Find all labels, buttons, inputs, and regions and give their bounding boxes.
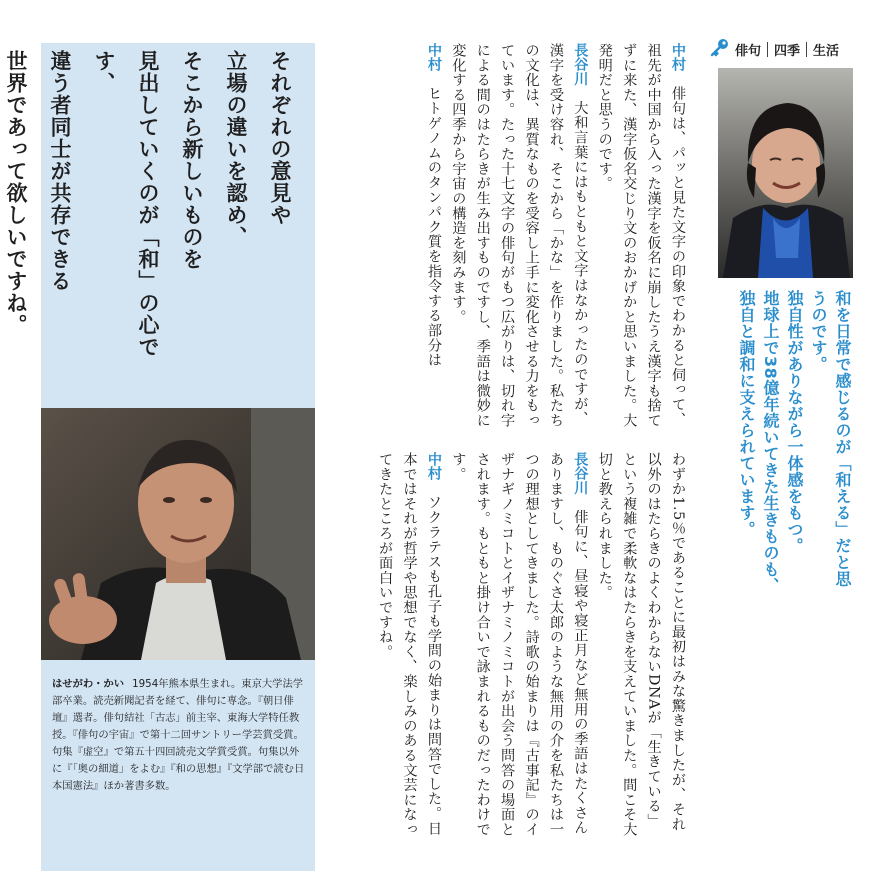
headline-line: 地球上で38億年続いてきた生きものも、 — [761, 290, 780, 594]
dialogue-paragraph — [422, 43, 446, 433]
bio-caption — [52, 676, 306, 795]
quote-line: 立場の違いを認め、 — [224, 50, 248, 248]
dialogue-text: 大和言葉にはもともと文字はなかったのですが、漢字を受け容れ、そこから「かな」を作りました。私たちの文化は、異質なものを受容し上手に変化させる力をもっています。たった十七文字の俳句がもつ広がりは、切れ字による間のはたらきが生み出すものですし、季語は微妙に変化する四季から宇宙の構造を刻みます。 — [450, 43, 589, 428]
speaker-label: 中村 — [425, 452, 442, 481]
speaker-label: 長谷川 — [572, 43, 589, 86]
dialogue-text: ソクラテスも孔子も学問の始まりは問答でした。日本ではそれが哲学や思想でなく、楽しみのある文芸になってきたところが面白いですね。 — [377, 452, 442, 837]
speaker-label: 長谷川 — [572, 452, 589, 495]
nakamura-portrait-photo — [718, 68, 853, 278]
quote-line: それぞれの意見や — [268, 50, 292, 226]
headline — [708, 290, 854, 600]
tag-divider — [806, 42, 807, 57]
dialogue-bottom — [368, 452, 690, 842]
tag-haiku: 俳句 — [735, 43, 762, 59]
dialogue-text: 俳句に、昼寝や寝正月など無用の季語はたくさんありますし、ものぐさ太郎のような無用の介を私たちは一つの理想としてきました。詩歌の始まりは『古事記』のイザナギノミコトとイザナミノミコトが出会う問答の場面とされます。もともと掛け合いで詠まれるものだったわけです。 — [450, 452, 589, 837]
dialogue-paragraph — [446, 43, 592, 433]
headline-line: 独自と調和に支えられています。 — [737, 290, 756, 538]
dialogue-top — [300, 43, 690, 433]
dialogue-paragraph — [446, 452, 592, 842]
dialogue-text: 俳句は、パッと見た文字の印象でわかると伺って、祖先が中国から入った漢字を仮名に崩したうえ漢字も捨てずに来た、漢字仮名交じり文のおかげかと思いました。大発明だと思うのです。 — [596, 43, 686, 428]
dialogue-paragraph — [592, 452, 690, 842]
dialogue-text: ヒトゲノムのタンパク質を指令する部分は — [425, 86, 442, 368]
quote-line: そこから新しいものを — [180, 50, 204, 270]
bio-text: 1954年熊本県生まれ。東京大学法学部卒業。読売新聞記者を経て、俳句に専念。『朝日俳壇』選者。俳句結社「古志」前主宰、東海大学特任教授。『俳句の宇宙』で第十二回サントリー学芸賞受賞。句集『虚空』で第五十四回読売文学賞受賞。句集以外に『「奥の細道」をよむ』『和の思想』『文学部で読む日本国憲法』ほか著書多数。 — [52, 678, 305, 792]
quote-line: 世界であって欲しいですね。 — [4, 50, 28, 336]
dialogue-paragraph — [592, 43, 690, 433]
hasegawa-portrait-photo — [41, 408, 315, 660]
key-icon — [710, 37, 735, 61]
speaker-label: 中村 — [670, 43, 686, 72]
bio-name: はせがわ・かい — [52, 678, 125, 690]
speaker-label: 中村 — [425, 43, 442, 72]
pull-quote — [4, 50, 302, 390]
tag-life: 生活 — [813, 43, 840, 59]
headline-line: 和を日常で感じるのが「和える」だと思うのです。 — [809, 290, 852, 587]
tag-divider — [767, 42, 768, 57]
dialogue-paragraph — [373, 452, 446, 842]
quote-line: 違う者同士が共存できる — [48, 50, 72, 292]
quote-line: 見出していくのが「和」の心です、 — [92, 50, 160, 358]
tag-four-seasons: 四季 — [774, 43, 801, 59]
headline-line: 独自性がありながら一体感をもつ。 — [785, 290, 804, 554]
dialogue-text: わずか1.5％であることに最初はみな驚きましたが、それ以外のはたらきのよくわからないDNAが「生きている」という複雑で柔軟なはたらきを支えていました。間こそ大切と教えられました。 — [596, 452, 686, 837]
topic-tags — [710, 38, 839, 60]
